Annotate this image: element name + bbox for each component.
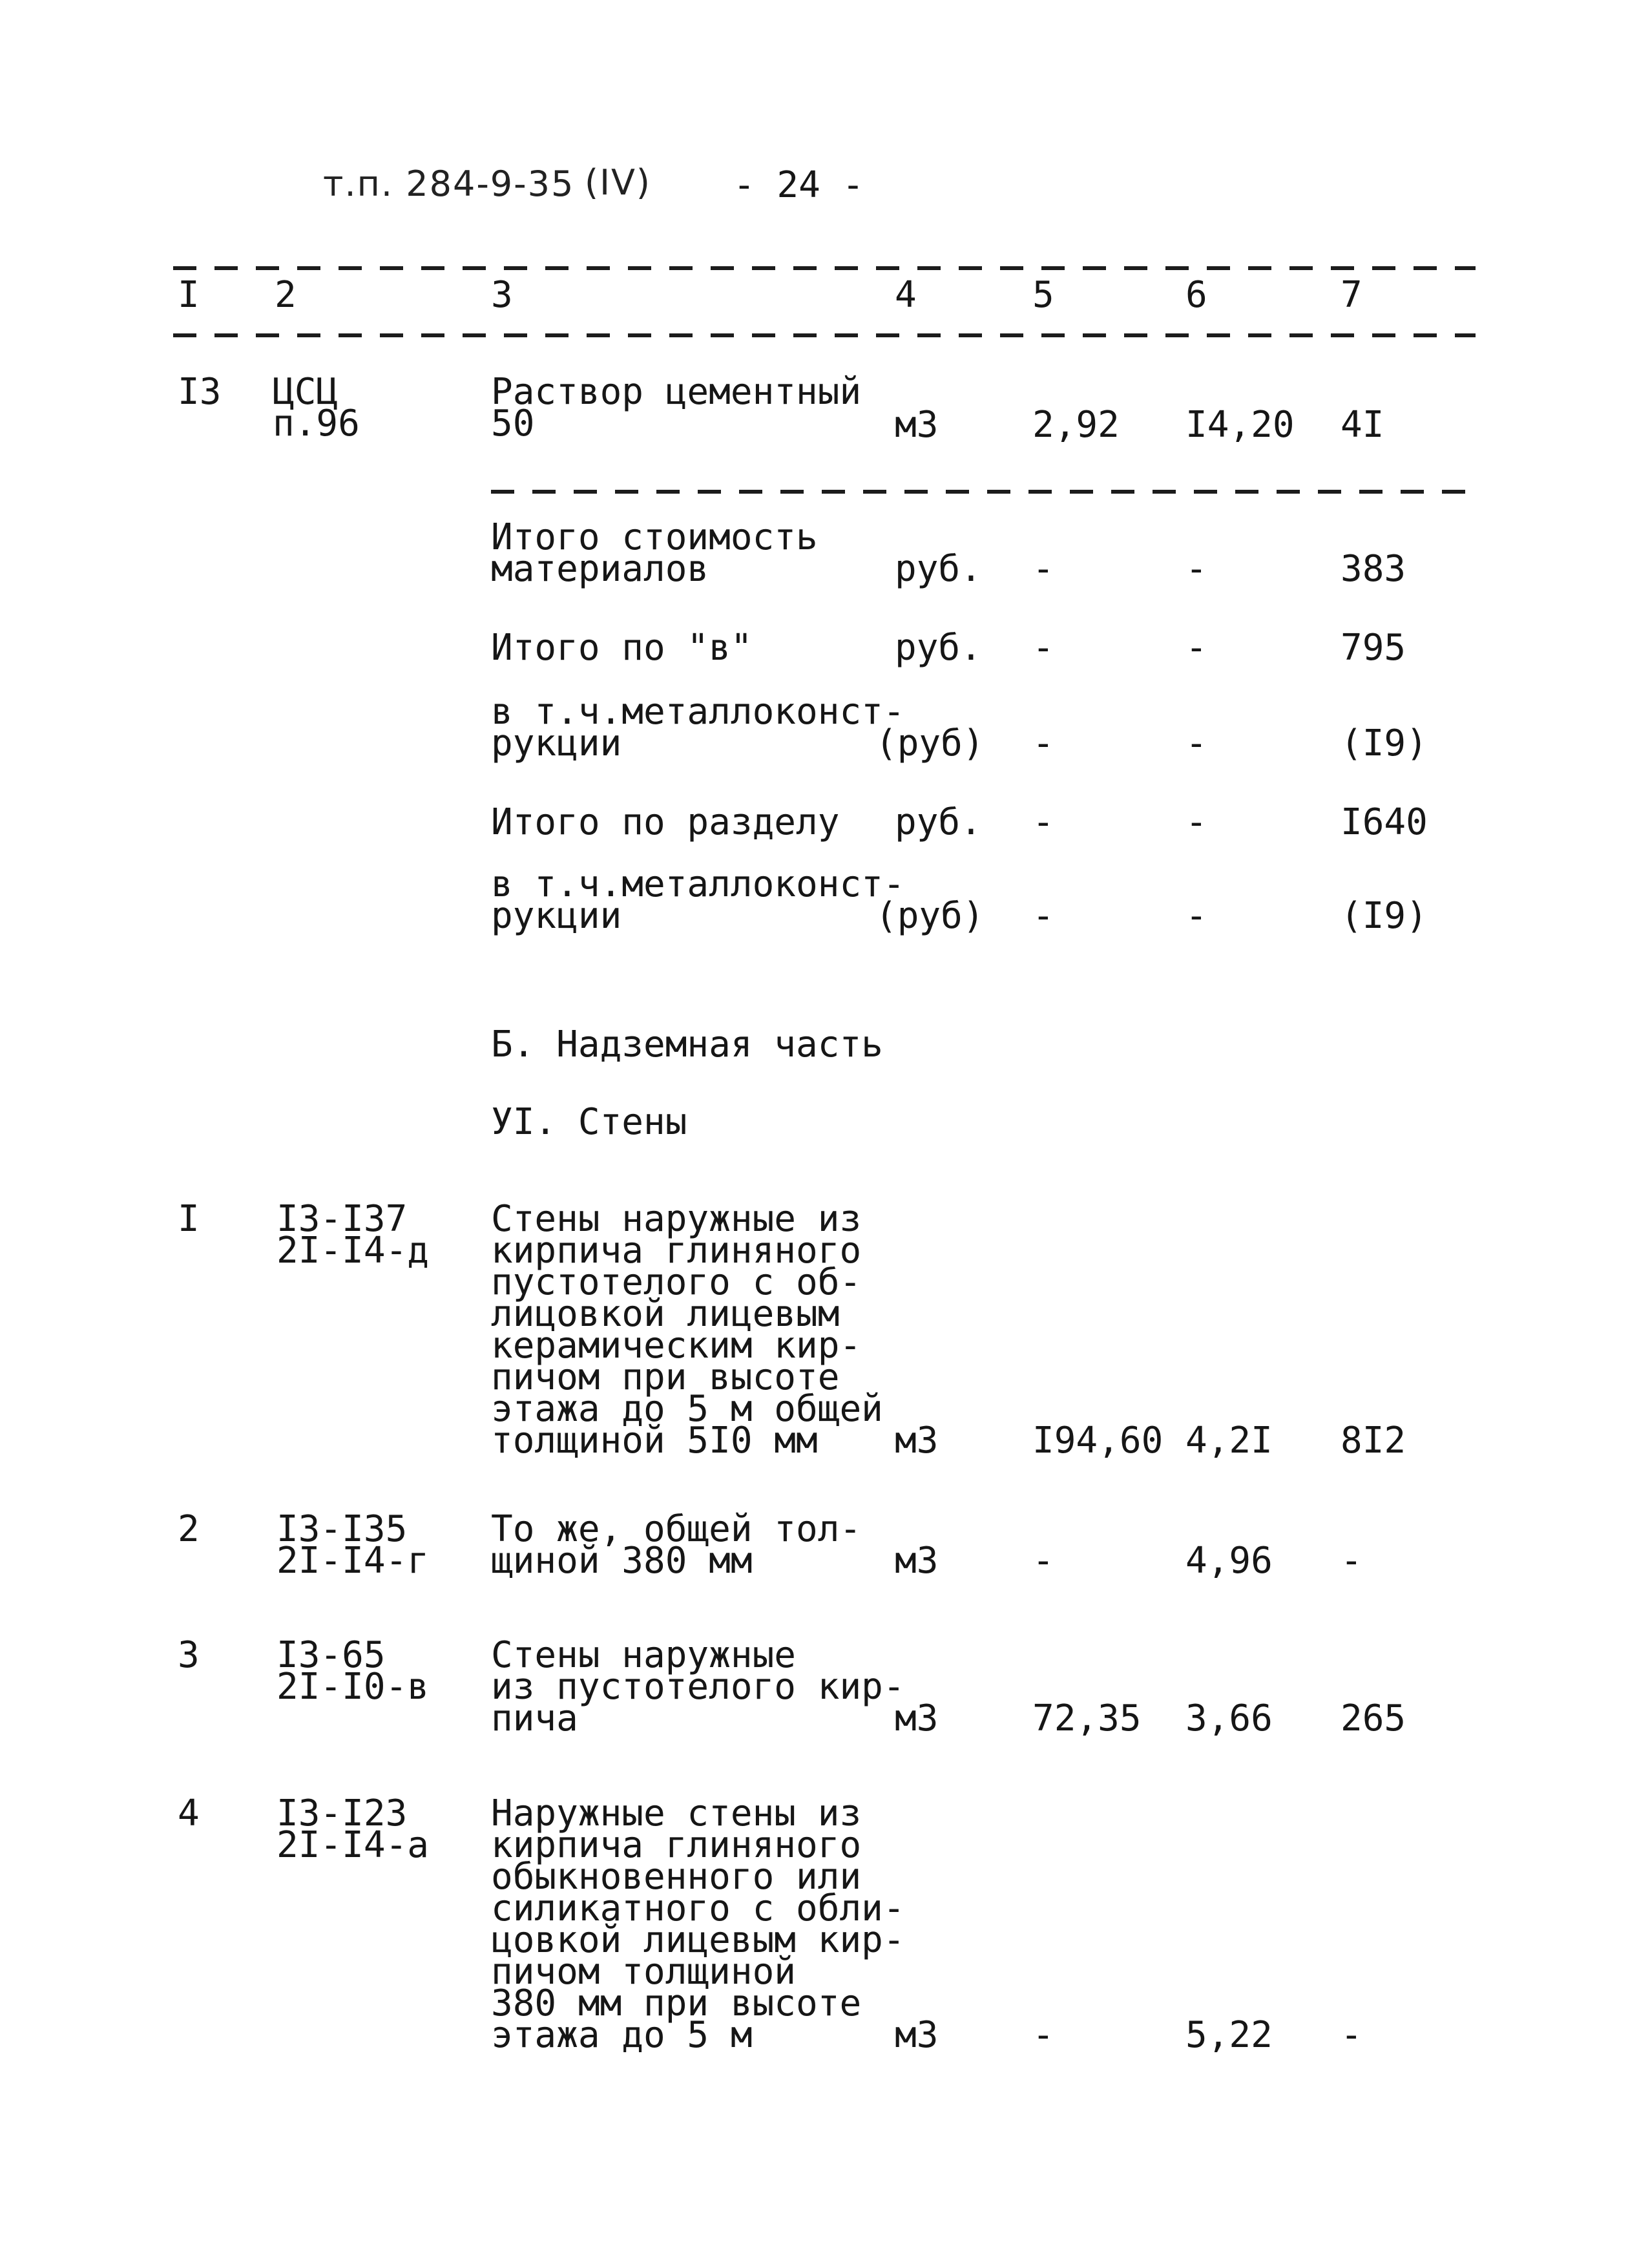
- row13-desc-line-2: 50: [491, 403, 535, 445]
- summary-materials-total: 383: [1341, 548, 1406, 590]
- item-3-total: 265: [1341, 1697, 1406, 1739]
- item-1-desc-line-3: пустотелого с об-: [491, 1261, 862, 1303]
- item-2-unit-price: 4,96: [1185, 1540, 1273, 1582]
- item-2-number: 2: [178, 1508, 200, 1550]
- summary-section-unit: руб.: [895, 801, 982, 843]
- page-number: - 24 -: [733, 164, 864, 206]
- summary-section-label: Итого по разделу: [491, 801, 840, 843]
- summary-v-quantity: -: [1032, 627, 1054, 669]
- summary-metal-2-quantity: -: [1032, 895, 1054, 937]
- subsection-title: УI. Стены: [491, 1101, 687, 1143]
- column-header-6: 6: [1185, 274, 1207, 316]
- item-2-desc-line-1: То же, общей тол-: [491, 1508, 862, 1550]
- row13-quantity: 2,92: [1032, 404, 1120, 446]
- summary-v-label: Итого по "в": [491, 627, 753, 669]
- item-1-desc-line-4: лицовкой лицевым: [491, 1293, 840, 1335]
- item-3-unit-price: 3,66: [1185, 1697, 1273, 1739]
- column-header-7: 7: [1341, 274, 1362, 316]
- item-1-code-line-2: 2I-I4-д: [277, 1230, 430, 1272]
- row13-unit-price: I4,20: [1185, 404, 1295, 446]
- item-2-unit: м3: [895, 1540, 939, 1582]
- row13-code-line-2: п.96: [273, 403, 360, 445]
- summary-metal-1-price: -: [1185, 722, 1207, 764]
- item-1-code-line-1: I3-I37: [277, 1198, 408, 1240]
- summary-materials-quantity: -: [1032, 548, 1054, 590]
- summary-materials-label-line-1: Итого стоимость: [491, 516, 818, 558]
- section-title: Б. Надземная часть: [491, 1024, 883, 1066]
- item-2-code-line-2: 2I-I4-г: [277, 1540, 430, 1582]
- item-1-desc-line-5: керамическим кир-: [491, 1325, 862, 1367]
- summary-metal-2-label-line-1: в т.ч.металлоконст-: [491, 863, 905, 905]
- item-3-desc-line-1: Стены наружные: [491, 1634, 797, 1676]
- item-2-quantity: -: [1032, 1540, 1054, 1582]
- item-3-desc-line-3: пича: [491, 1697, 578, 1739]
- row13-code-line-1: ЦСЦ: [273, 371, 339, 413]
- summary-v-unit: руб.: [895, 627, 982, 669]
- summary-section-total: I640: [1341, 801, 1428, 843]
- summary-metal-2-total: (I9): [1341, 895, 1428, 937]
- item-3-number: 3: [178, 1634, 200, 1676]
- item-2-code-line-1: I3-I35: [277, 1508, 408, 1550]
- item-4-unit: м3: [895, 2014, 939, 2056]
- summary-materials-label-line-2: материалов: [491, 548, 709, 590]
- table-top-rule: [173, 266, 1476, 270]
- item-4-desc-line-1: Наружные стены из: [491, 1792, 862, 1834]
- item-4-desc-line-7: 380 мм при высоте: [491, 1982, 862, 2024]
- item-4-code-line-2: 2I-I4-а: [277, 1824, 430, 1866]
- item-4-desc-line-3: обыкновенного или: [491, 1856, 862, 1898]
- item-1-desc-line-6: пичом при высоте: [491, 1356, 840, 1398]
- item-4-desc-line-8: этажа до 5 м: [491, 2014, 753, 2056]
- summary-section-price: -: [1185, 801, 1207, 843]
- item-3-unit: м3: [895, 1697, 939, 1739]
- item-1-desc-line-7: этажа до 5 м общей: [491, 1388, 883, 1430]
- column-header-4: 4: [895, 274, 917, 316]
- row13-total: 4I: [1341, 404, 1384, 446]
- item-2-desc-line-2: щиной 380 мм: [491, 1540, 753, 1582]
- table-header-rule: [173, 333, 1476, 337]
- column-header-1: I: [178, 274, 200, 316]
- item-4-desc-line-2: кирпича глиняного: [491, 1824, 862, 1866]
- summary-materials-price: -: [1185, 548, 1207, 590]
- item-2-total: -: [1341, 1540, 1362, 1582]
- item-4-unit-price: 5,22: [1185, 2014, 1273, 2056]
- item-3-code-line-1: I3-65: [277, 1634, 386, 1676]
- item-3-quantity: 72,35: [1032, 1697, 1142, 1739]
- summary-materials-unit: руб.: [895, 548, 982, 590]
- document-code: т.п. 284-9-35: [323, 163, 575, 204]
- item-1-unit: м3: [895, 1420, 939, 1462]
- column-header-5: 5: [1032, 274, 1054, 316]
- item-4-quantity: -: [1032, 2014, 1054, 2056]
- item-3-code-line-2: 2I-I0-в: [277, 1666, 430, 1708]
- item-1-unit-price: 4,2I: [1185, 1420, 1273, 1462]
- summary-metal-2-price: -: [1185, 895, 1207, 937]
- item-1-desc-line-1: Стены наружные из: [491, 1198, 862, 1240]
- item-4-number: 4: [178, 1792, 200, 1834]
- column-header-2: 2: [275, 274, 297, 316]
- summary-section-quantity: -: [1032, 801, 1054, 843]
- row13-number: I3: [178, 371, 222, 413]
- summary-metal-1-unit: (руб): [875, 722, 985, 764]
- summary-metal-1-quantity: -: [1032, 722, 1054, 764]
- item-1-number: I: [178, 1198, 200, 1240]
- item-3-desc-line-2: из пустотелого кир-: [491, 1666, 905, 1708]
- summary-rule: [491, 490, 1476, 494]
- summary-metal-1-label-line-2: рукции: [491, 722, 622, 764]
- summary-metal-1-label-line-1: в т.ч.металлоконст-: [491, 691, 905, 733]
- item-4-desc-line-4: силикатного с обли-: [491, 1887, 905, 1929]
- summary-metal-1-total: (I9): [1341, 722, 1428, 764]
- row13-unit: м3: [895, 404, 939, 446]
- item-1-desc-line-2: кирпича глиняного: [491, 1230, 862, 1272]
- item-4-code-line-1: I3-I23: [277, 1792, 408, 1834]
- summary-metal-2-label-line-2: рукции: [491, 895, 622, 937]
- item-4-desc-line-5: цовкой лицевым кир-: [491, 1919, 905, 1961]
- item-4-desc-line-6: пичом толщиной: [491, 1951, 797, 1993]
- column-header-3: 3: [491, 274, 513, 316]
- row13-desc-line-1: Раствор цементный: [491, 371, 862, 413]
- item-4-total: -: [1341, 2014, 1362, 2056]
- item-1-desc-line-8: толщиной 5I0 мм: [491, 1420, 818, 1462]
- summary-metal-2-unit: (руб): [875, 895, 985, 937]
- document-part: (IV): [585, 162, 652, 203]
- item-1-total: 8I2: [1341, 1420, 1406, 1462]
- summary-v-total: 795: [1341, 627, 1406, 669]
- item-1-quantity: I94,60: [1032, 1420, 1164, 1462]
- summary-v-price: -: [1185, 627, 1207, 669]
